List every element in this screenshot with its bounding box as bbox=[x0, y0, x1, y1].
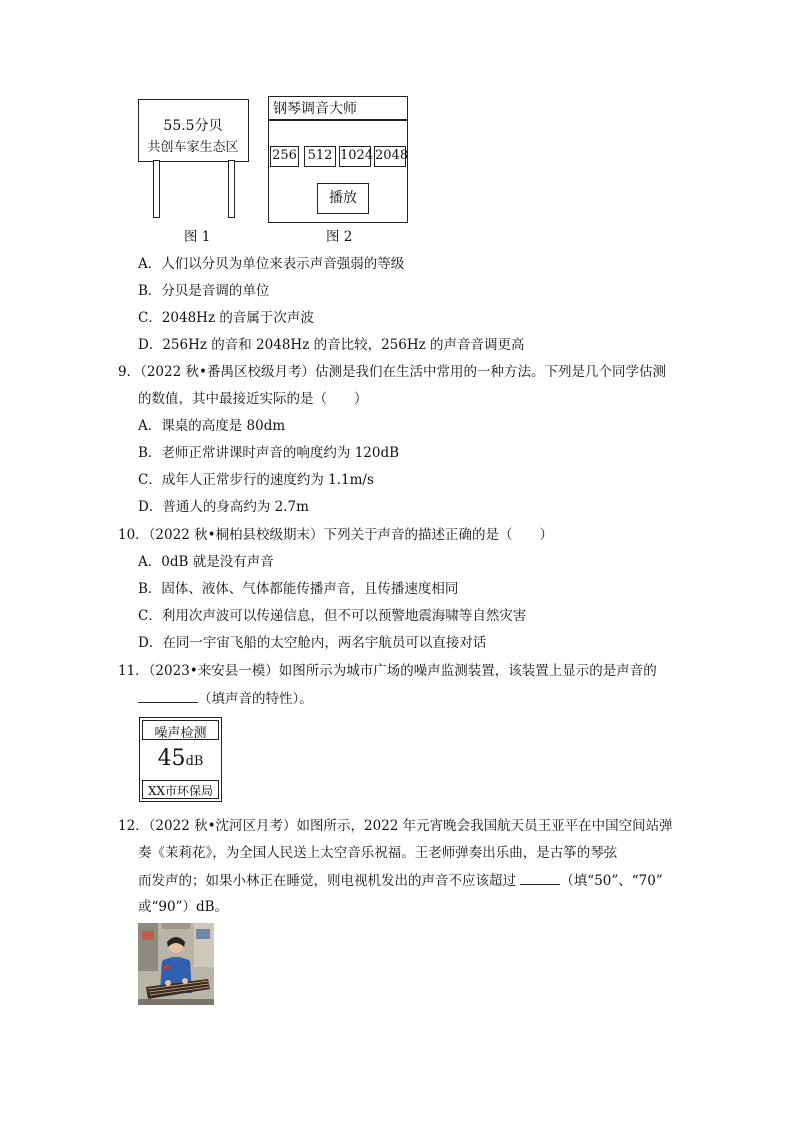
play-button[interactable]: 播放 bbox=[317, 183, 369, 214]
q11-stem-line-2 bbox=[138, 690, 313, 707]
q12-answer-blank[interactable] bbox=[520, 872, 560, 885]
q8-option-c: C．2048Hz 的音属于次声波 bbox=[138, 310, 314, 326]
q10-option-c: C．利用次声波可以传递信息，但不可以预警地震海啸等自然灾害 bbox=[138, 608, 527, 624]
sign-post-right bbox=[228, 160, 235, 218]
freq-button-1024[interactable]: 1024 bbox=[339, 146, 371, 167]
figure-2-caption: 图 2 bbox=[326, 229, 353, 245]
q10-option-d: D．在同一宇宙飞船的太空舱内，两名宇航员可以直接对话 bbox=[138, 635, 487, 651]
freq-button-256[interactable]: 256 bbox=[270, 146, 299, 167]
q9-option-d: D．普通人的身高约为 2.7m bbox=[138, 499, 309, 515]
q10-stem: 10．（2022 秋•桐柏县校级期末）下列关于声音的描述正确的是（ ） bbox=[118, 527, 554, 543]
noise-monitor-title: 噪声检测 bbox=[154, 726, 207, 741]
noise-monitor-reading bbox=[142, 744, 219, 777]
q11-stem-suffix: （填声音的特性）。 bbox=[198, 691, 313, 707]
tuner-divider bbox=[268, 119, 408, 121]
q9-option-c: C．成年人正常步行的速度约为 1.1m/s bbox=[138, 472, 374, 488]
tuner-title: 钢琴调音大师 bbox=[273, 101, 357, 117]
q12-line-3 bbox=[138, 872, 663, 889]
sign-board bbox=[138, 99, 249, 162]
q11-stem-line-1: 11．（2023•来安县一模）如图所示为城市广场的噪声监测装置，该装置上显示的是声音的 bbox=[118, 663, 657, 679]
sign-post-left bbox=[153, 160, 160, 218]
sign-value: 55.5分贝 bbox=[163, 118, 223, 134]
q12-line-3-prefix: 而发声的；如果小林正在睡觉，则电视机发出的声音不应该超过 bbox=[138, 873, 521, 889]
q8-option-b: B．分贝是音调的单位 bbox=[138, 283, 270, 299]
q8-option-d: D．256Hz 的音和 2048Hz 的音比较，256Hz 的声音音调更高 bbox=[138, 337, 525, 353]
q12-line-2: 奏《茉莉花》，为全国人民送上太空音乐祝福。王老师弹奏出乐曲，是古筝的琴弦 bbox=[138, 845, 618, 861]
figure-1-caption: 图 1 bbox=[184, 229, 211, 245]
noise-monitor-unit: dB bbox=[185, 754, 204, 769]
q12-line-4: 或“90”）dB。 bbox=[138, 899, 229, 915]
noise-monitor-footer: XX市环保局 bbox=[147, 784, 214, 798]
q11-answer-blank[interactable] bbox=[138, 690, 198, 703]
q12-line-3-suffix: （填“50”、“70” bbox=[560, 873, 663, 889]
q9-stem-line-2: 的数值，其中最接近实际的是（ ） bbox=[138, 391, 368, 407]
q8-option-a: A．人们以分贝为单位来表示声音强弱的等级 bbox=[138, 256, 405, 272]
noise-monitor-number: 45 bbox=[157, 746, 186, 771]
q9-option-a: A．课桌的高度是 80dm bbox=[138, 418, 286, 434]
q9-option-b: B．老师正常讲课时声音的响度约为 120dB bbox=[138, 445, 400, 461]
q10-option-a: A．0dB 就是没有声音 bbox=[138, 554, 274, 570]
q10-option-b: B．固体、液体、气体都能传播声音，且传播速度相同 bbox=[138, 581, 459, 597]
freq-button-512[interactable]: 512 bbox=[304, 146, 336, 167]
q9-stem-line-1: 9．（2022 秋•番禺区校级月考）估测是我们在生活中常用的一种方法。下列是几个同学估测 bbox=[118, 364, 666, 380]
sign-place: 共创车家生态区 bbox=[147, 140, 239, 155]
astronaut-photo bbox=[138, 923, 214, 1005]
q12-line-1: 12．（2022 秋•沈河区月考）如图所示，2022 年元宵晚会我国航天员王亚平在中国空间站弹 bbox=[118, 818, 673, 834]
freq-button-2048[interactable]: 2048 bbox=[374, 146, 406, 167]
